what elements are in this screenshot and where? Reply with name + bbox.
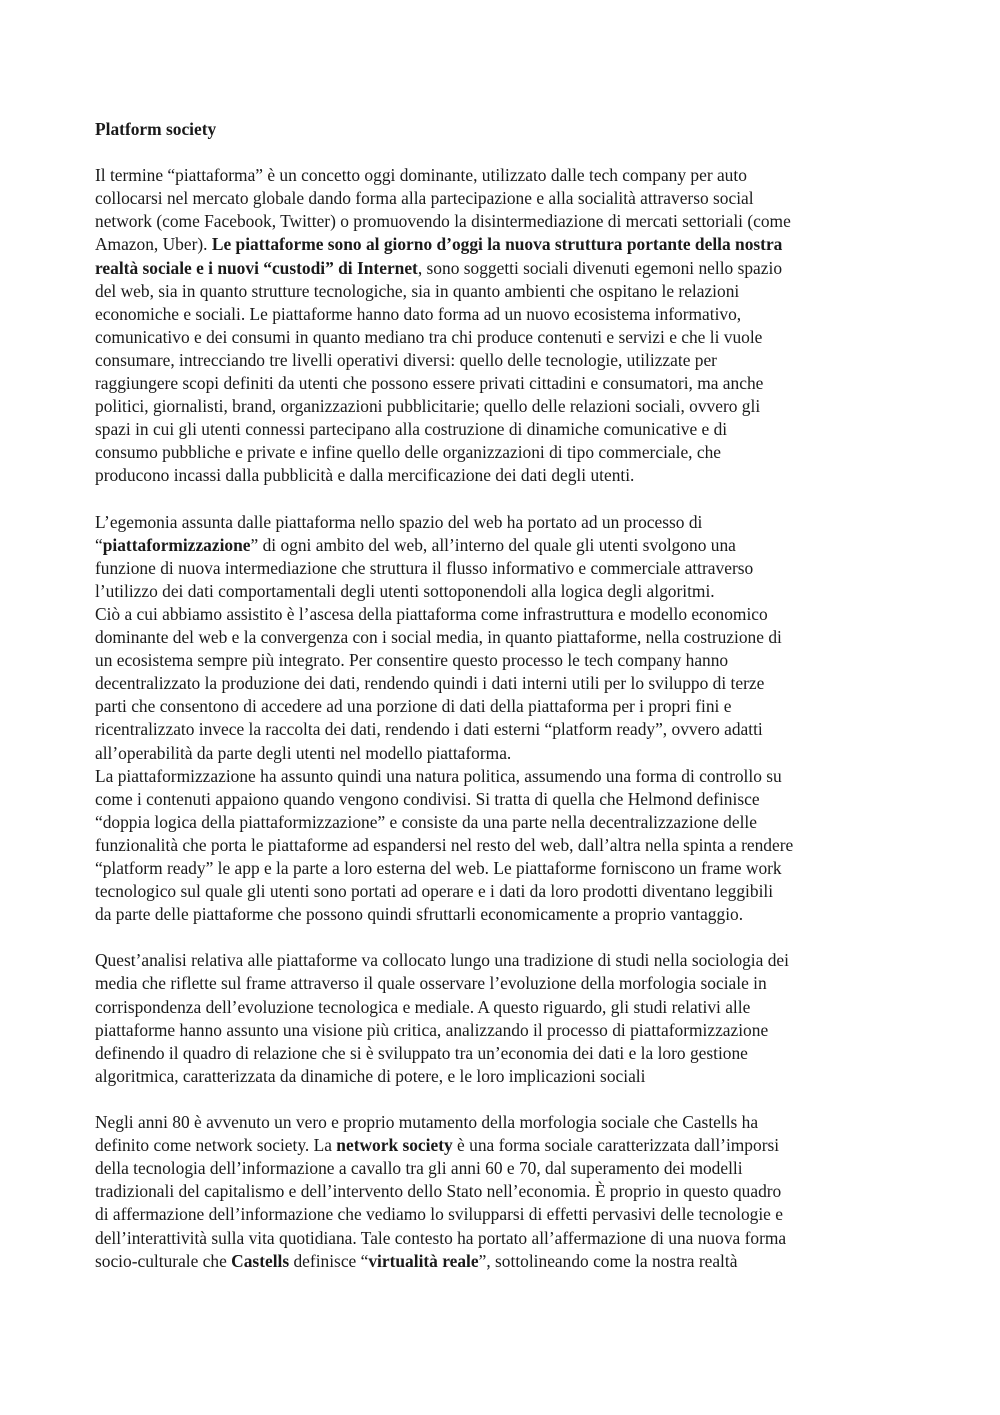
text-line bbox=[95, 649, 915, 672]
text-run: definito come network society. La bbox=[95, 1135, 337, 1156]
text-line bbox=[95, 1042, 915, 1065]
text-run: decentralizzato la produzione dei dati, rendendo quindi i dati interni utili per lo sviluppo di terze bbox=[95, 673, 765, 694]
text-run: tecnologico sul quale gli utenti sono portati ad operare e i dati da loro prodotti diventano leggibili bbox=[95, 881, 774, 902]
text-run: algoritmica, caratterizzata da dinamiche di potere, e le loro implicazioni sociali bbox=[95, 1065, 646, 1086]
text-line bbox=[95, 418, 915, 441]
text-line bbox=[95, 1111, 915, 1134]
text-run: di affermazione dell’informazione che vediamo lo svilupparsi di effetti pervasivi delle tecnologie e bbox=[95, 1204, 783, 1225]
text-line bbox=[95, 511, 915, 534]
text-line bbox=[95, 1180, 915, 1203]
text-line bbox=[95, 903, 915, 926]
text-run: L’egemonia assunta dalle piattaforma nello spazio del web ha portato ad un processo di bbox=[95, 511, 703, 532]
text-run: Ciò a cui abbiamo assistito è l’ascesa della piattaforma come infrastruttura e modello economico bbox=[95, 603, 768, 624]
text-run: parti che consentono di accedere ad una porzione di dati della piattaforma per i propri fini e bbox=[95, 696, 732, 717]
text-run: ”, sottolineando come la nostra realtà bbox=[478, 1250, 738, 1271]
text-run: raggiungere scopi definiti da utenti che possono essere privati cittadini e consumatori, ma anche bbox=[95, 373, 764, 394]
text-run: della tecnologia dell’informazione a cavallo tra gli anni 60 e 70, dal superamento dei modelli bbox=[95, 1158, 743, 1179]
text-run: ” di ogni ambito del web, all’interno del quale gli utenti svolgono una bbox=[250, 534, 736, 555]
text-line bbox=[95, 395, 915, 418]
text-run: è una forma sociale caratterizzata dall’imporsi bbox=[452, 1135, 780, 1156]
text-run: da parte delle piattaforme che possono quindi sfruttarli economicamente a proprio vantaggio. bbox=[95, 904, 744, 925]
text-line bbox=[95, 996, 915, 1019]
paragraph bbox=[95, 511, 915, 927]
text-line bbox=[95, 626, 915, 649]
text-line bbox=[95, 603, 915, 626]
text-line bbox=[95, 1134, 915, 1157]
text-line bbox=[95, 580, 915, 603]
text-run: Negli anni 80 è avvenuto un vero e proprio mutamento della morfologia sociale che Castells ha bbox=[95, 1112, 759, 1133]
paragraphs-container bbox=[95, 164, 915, 1273]
text-line bbox=[95, 1250, 915, 1273]
text-run: dominante del web e la convergenza con i social media, in quanto piattaforme, nella costruzione di bbox=[95, 627, 782, 648]
text-run: network (come Facebook, Twitter) o promuovendo la disintermediazione di mercati settoriali (come bbox=[95, 211, 791, 232]
text-line bbox=[95, 210, 915, 233]
paragraph bbox=[95, 164, 915, 487]
text-line bbox=[95, 811, 915, 834]
text-run: socio-culturale che bbox=[95, 1250, 232, 1271]
text-line bbox=[95, 441, 915, 464]
text-line bbox=[95, 233, 915, 256]
text-run: all’operabilità da parte degli utenti nel modello piattaforma. bbox=[95, 742, 512, 763]
text-line bbox=[95, 464, 915, 487]
text-line bbox=[95, 788, 915, 811]
text-line bbox=[95, 857, 915, 880]
text-run: funzione di nuova intermediazione che struttura il flusso informativo e commerciale attraverso bbox=[95, 557, 754, 578]
text-line bbox=[95, 695, 915, 718]
text-run: “doppia logica della piattaformizzazione” e consiste da una parte nella decentralizzazione delle bbox=[95, 811, 757, 832]
text-run: l’utilizzo dei dati comportamentali degli utenti sottoponendoli alla logica degli algoritmi. bbox=[95, 580, 715, 601]
text-run: come i contenuti appaiono quando vengono condivisi. Si tratta di quella che Helmond definisce bbox=[95, 788, 760, 809]
text-line bbox=[95, 1203, 915, 1226]
paragraph bbox=[95, 949, 915, 1088]
text-line bbox=[95, 187, 915, 210]
text-run: consumare, intrecciando tre livelli operativi diversi: quello delle tecnologie, utilizzate per bbox=[95, 349, 717, 370]
bold-text-run: piattaformizzazione bbox=[102, 534, 251, 555]
text-line bbox=[95, 557, 915, 580]
text-line bbox=[95, 372, 915, 395]
bold-text-run: network society bbox=[336, 1135, 453, 1156]
text-run: “platform ready” le app e la parte a loro esterna del web. Le piattaforme forniscono un frame work bbox=[95, 858, 782, 878]
text-run: del web, sia in quanto strutture tecnologiche, sia in quanto ambienti che ospitano le relazioni bbox=[95, 280, 740, 301]
text-line bbox=[95, 949, 915, 972]
bold-text-run: virtualità reale bbox=[368, 1250, 479, 1271]
text-run: un ecosistema sempre più integrato. Per consentire questo processo le tech company hanno bbox=[95, 650, 729, 671]
text-run: consumo pubbliche e private e infine quello delle organizzazioni di tipo commerciale, che bbox=[95, 442, 721, 463]
text-run: La piattaformizzazione ha assunto quindi una natura politica, assumendo una forma di controllo su bbox=[95, 765, 782, 786]
text-run: corrispondenza dell’evoluzione tecnologica e mediale. A questo riguardo, gli studi relativi alle bbox=[95, 996, 751, 1017]
text-run: tradizionali del capitalismo e dell’intervento dello Stato nell’economia. È proprio in questo quadro bbox=[95, 1181, 782, 1202]
text-line bbox=[95, 672, 915, 695]
text-line bbox=[95, 257, 915, 280]
text-run: , sono soggetti sociali divenuti egemoni nello spazio bbox=[417, 257, 783, 278]
text-run: definendo il quadro di relazione che si è sviluppato tra un’economia dei dati e la loro gestione bbox=[95, 1042, 748, 1063]
text-line bbox=[95, 164, 915, 187]
bold-text-run: Le piattaforme sono al giorno d’oggi la nuova struttura portante della nostra bbox=[211, 234, 783, 255]
text-run: politici, giornalisti, brand, organizzazioni pubblicitarie; quello delle relazioni sociali, ovvero gli bbox=[95, 396, 761, 417]
text-line bbox=[95, 280, 915, 303]
text-run: funzionalità che porta le piattaforme ad espandersi nel resto del web, dall’altra nella spinta a rendere bbox=[95, 834, 794, 855]
text-line bbox=[95, 534, 915, 557]
text-line bbox=[95, 1227, 915, 1250]
text-line bbox=[95, 349, 915, 372]
text-line bbox=[95, 326, 915, 349]
text-line bbox=[95, 880, 915, 903]
bold-text-run: realtà sociale e i nuovi “custodi” di Internet bbox=[95, 257, 418, 278]
text-run: definisce “ bbox=[289, 1250, 369, 1271]
text-line bbox=[95, 303, 915, 326]
bold-text-run: Castells bbox=[231, 1250, 290, 1271]
text-line bbox=[95, 1065, 915, 1088]
document-body bbox=[95, 118, 915, 1273]
document-title: Platform society bbox=[95, 119, 217, 139]
text-run: piattaforme hanno assunto una visione più critica, analizzando il processo di piattaformizzazione bbox=[95, 1019, 769, 1040]
text-run: “ bbox=[95, 534, 103, 555]
text-run: collocarsi nel mercato globale dando forma alla partecipazione e alla socialità attraverso social bbox=[95, 188, 754, 209]
text-run: media che riflette sul frame attraverso il quale osservare l’evoluzione della morfologia sociale in bbox=[95, 973, 767, 994]
text-line bbox=[95, 1019, 915, 1042]
text-run: spazi in cui gli utenti connessi partecipano alla costruzione di dinamiche comunicative e di bbox=[95, 419, 728, 440]
text-line bbox=[95, 718, 915, 741]
text-line bbox=[95, 972, 915, 995]
text-run: Il termine “piattaforma” è un concetto oggi dominante, utilizzato dalle tech company per auto bbox=[95, 165, 747, 186]
text-run: ricentralizzato invece la raccolta dei dati, rendendo i dati esterni “platform ready”, ovvero adatti bbox=[95, 719, 763, 740]
text-line bbox=[95, 834, 915, 857]
text-line bbox=[95, 765, 915, 788]
text-run: Quest’analisi relativa alle piattaforme va collocato lungo una tradizione di studi nella sociologia dei bbox=[95, 950, 789, 971]
text-run: dell’interattività sulla vita quotidiana. Tale contesto ha portato all’affermazione di una nuova forma bbox=[95, 1227, 787, 1248]
text-run: producono incassi dalla pubblicità e dalla mercificazione dei dati degli utenti. bbox=[95, 465, 635, 486]
text-run: Amazon, Uber). bbox=[95, 234, 212, 255]
paragraph bbox=[95, 1111, 915, 1273]
text-line bbox=[95, 1157, 915, 1180]
text-run: economiche e sociali. Le piattaforme hanno dato forma ad un nuovo ecosistema informativo, bbox=[95, 303, 742, 324]
text-line bbox=[95, 742, 915, 765]
text-run: comunicativo e dei consumi in quanto mediano tra chi produce contenuti e servizi e che li vuole bbox=[95, 326, 763, 347]
